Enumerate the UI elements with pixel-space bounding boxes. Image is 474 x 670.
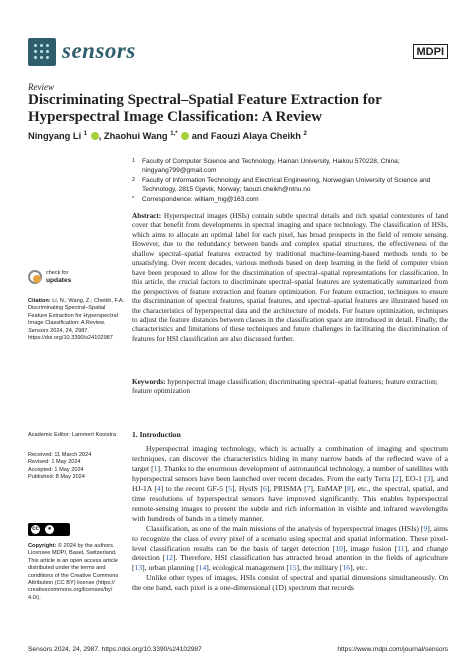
- abstract-text: Hyperspectral images (HSIs) contain subtle spectral details and rich spatial contextures of land cover that benefit from developments in spectral imaging and space technology. The classification of HSIs, which aims to allocate an optimal label for each pixel, has broad prospects in the field of remote sensing. However, due to the redundancy between bands and complex spatial structures, the effectiveness of the shallow spectral–spatial features extracted by traditional machine-learning-based methods tends to be unsatisfying. Over recent decades, various methods based on deep learning in the field of computer vision have been proposed to allow for the discrimination of spectral–spatial representations for classification. In this article, the crucial factors to discriminate spectral–spatial features are systematically summarized from the perspectives of feature extraction and feature optimization. For feature extraction, techniques to ensure the discrimination of spectral features, spatial features, and spectral–spatial features are illustrated based on the characteristics of hyperspectral data and the architecture of models. For feature optimization, techniques to adjust the feature distances between classes in the classification space are introduced in detail. Finally, the characteristics and limitations of these techniques and future challenges in facilitating the discrimination of features for HSI classification are also discussed further.: [132, 212, 449, 343]
- paragraph: Unlike other types of images, HSIs consist of spectral and spatial dimensions simultaneously. On the one hand, each pixel is a one-dimensional (1D) spectrum that records: [132, 573, 448, 593]
- abstract: [132, 212, 448, 344]
- orcid-icon[interactable]: [91, 132, 99, 140]
- dates: Received: 11 March 2024 Revised: 1 May 2024 Accepted: 1 May 2024 Published: 8 May 2024: [28, 452, 92, 481]
- author-affiliation-mark: 1: [83, 131, 88, 137]
- journal-header: [28, 38, 448, 70]
- keywords-label: Keywords:: [132, 378, 166, 386]
- paragraph: Classification, as one of the main missions of the analysis of hyperspectral images (HSIs) [9], aims to recognize the class of every pixel of a scenario using spectral and spatial information. These pixel-level classification results can be the basis of target detection [10], image fusion [11], and change detection [12]. Therefore, HSI classification has attracted broad attention in the fields of agriculture [13], urban planning [14], ecological management [15], the military [16], etc.: [132, 523, 449, 573]
- orcid-icon[interactable]: [181, 132, 189, 140]
- keywords: [132, 378, 448, 397]
- academic-editor: Academic Editor: Lammert Kooistra: [28, 432, 116, 438]
- correspondence: * Correspondence: william_hig@163.com: [132, 196, 259, 204]
- author-list: Ningyang Li $^1$ , Zhaohui Wang $^{1,*}$ and Faouzi Alaya Cheikh $^2$: [28, 131, 307, 142]
- publisher-logo[interactable]: MDPI: [413, 44, 449, 59]
- author-name: Zhaohui Wang: [103, 131, 168, 142]
- author-affiliation-mark: 1,*: [170, 131, 178, 137]
- section-heading: 1. Introduction: [132, 430, 181, 439]
- affiliations: [132, 158, 452, 207]
- page-footer: [28, 646, 448, 653]
- author-name: Faouzi Alaya Cheikh: [210, 131, 301, 142]
- check-for-updates-badge[interactable]: check for updates: [28, 270, 88, 292]
- journal-logo-icon: [28, 38, 56, 66]
- body-text: [132, 444, 448, 593]
- affiliation-item: 2 Faculty of Information Technology and Electrical Engineering, Norwegian University of Science and Technology, 2815 Gjøvik, Norway; faouzi.cheikh@ntnu.no: [132, 177, 431, 193]
- keywords-text: hyperspectral image classification; discriminating spectral–spatial features; feature extraction; feature optimization: [132, 378, 438, 396]
- affiliation-item: 1 Faculty of Computer Science and Technology, Hainan University, Haikou 570228, China; ningyang799@gmail.com: [132, 158, 400, 174]
- author-name: Ningyang Li: [28, 131, 82, 142]
- author-affiliation-mark: 2: [303, 131, 307, 137]
- cc-by-license-icon[interactable]: cc ●: [28, 523, 70, 536]
- footer-citation: Sensors 2024, 24, 2987. https://doi.org/10.3390/s24102987: [28, 646, 202, 653]
- article-title: Discriminating Spectral–Spatial Feature Extraction for Hyperspectral Image Classification: A Review: [28, 92, 382, 125]
- journal-name[interactable]: sensors: [62, 38, 136, 63]
- citation: Citation: Li, N.; Wang, Z.; Cheikh, F.A. Discriminating Spectral–Spatial Feature Extraction for Hyperspectral Image Classification: A Review. Sensors 2024, 24, 2987. https://doi.org/10.3390/s24102987: [28, 298, 125, 342]
- abstract-label: Abstract:: [132, 212, 162, 220]
- paragraph: Hyperspectral imaging technology, which is actually a combination of imaging and spectrum techniques, can discover the characteristics hiding in many narrow bands of the reflected wave of a target [1]. Thanks to the enormous development of astronautical technology, a number of satellites with hyperspectral sensors have been launched over recent decades. From the early Terra [2], EO-1 [3], and HJ-1A [4] to the recent GF-5 [5], HysIS [6], PRISMA [7], EnMAP [8], etc., the spectral, spatial, and time resolutions of hyperspectral sensors have improved significantly. This enables hyperspectral remote-sensing images to present the subtle and rich information in visible and infrared wavelengths with hundreds of bands in a timely manner.: [132, 444, 449, 523]
- article-type: Review: [28, 82, 54, 92]
- update-icon: [28, 270, 42, 284]
- copyright: Copyright: © 2024 by the authors. Licensee MDPI, Basel, Switzerland. This article is an open access article distributed under the terms and conditions of the Creative Commons Attribution (CC BY) license (https:// creativecommons.org/licenses/by/ 4.0/).: [28, 543, 119, 601]
- footer-journal-link[interactable]: https://www.mdpi.com/journal/sensors: [337, 646, 448, 653]
